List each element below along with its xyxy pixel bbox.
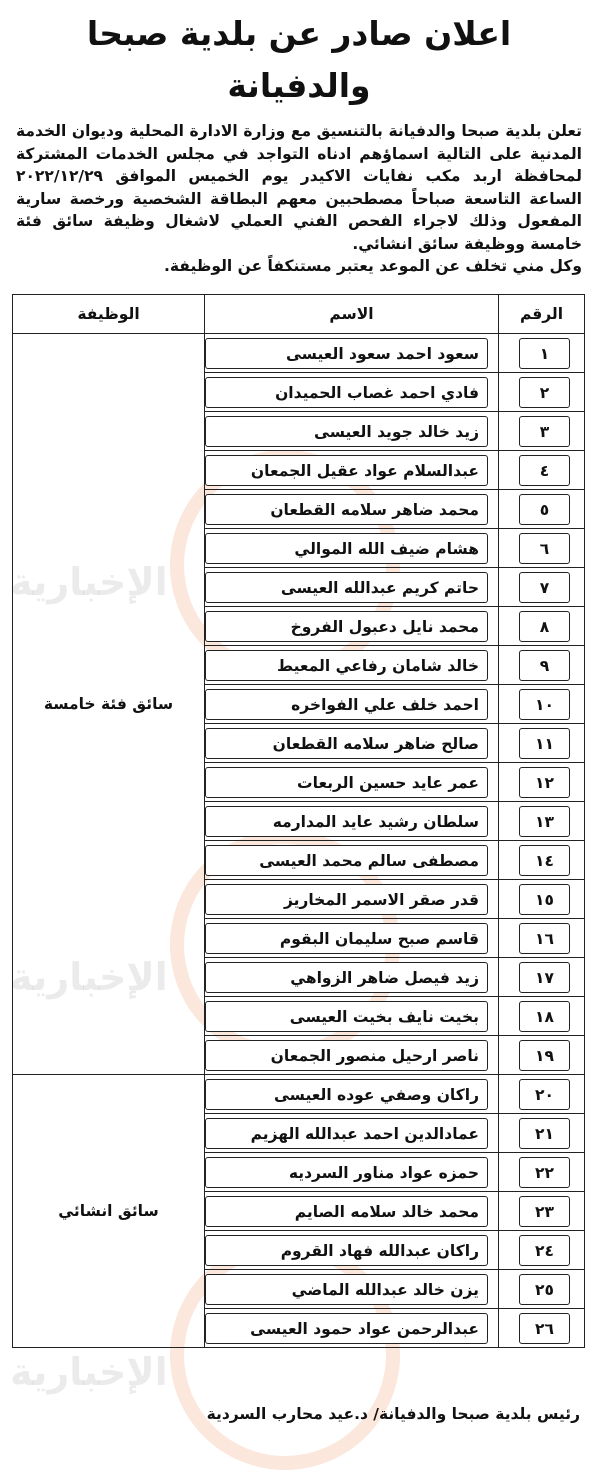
candidate-name: راكان وصفي عوده العيسى <box>205 1079 488 1110</box>
row-number-cell <box>499 997 585 1036</box>
row-name-cell <box>205 1036 499 1075</box>
row-number: ١٧ <box>519 962 570 993</box>
candidate-name: قاسم صبح سليمان البقوم <box>205 923 488 954</box>
candidate-name: يزن خالد عبدالله الماضي <box>205 1274 488 1305</box>
row-number-cell <box>499 919 585 958</box>
candidate-name: احمد خلف علي الفواخره <box>205 689 488 720</box>
row-name-cell <box>205 529 499 568</box>
row-number: ١٥ <box>519 884 570 915</box>
watermark-brand-text: الإخبارية <box>10 560 168 604</box>
candidate-name: قدر صقر الاسمر المخاريز <box>205 884 488 915</box>
row-number: ١٢ <box>519 767 570 798</box>
table-row <box>13 334 585 373</box>
candidate-name: بخيت نايف بخيت العيسى <box>205 1001 488 1032</box>
candidate-name: مصطفى سالم محمد العيسى <box>205 845 488 876</box>
row-number: ٦ <box>519 533 570 564</box>
row-number-cell <box>499 958 585 997</box>
header-job: الوظيفة <box>13 295 205 334</box>
row-name-cell <box>205 607 499 646</box>
candidate-name: عمادالدين احمد عبدالله الهزيم <box>205 1118 488 1149</box>
row-name-cell <box>205 568 499 607</box>
row-number: ١٨ <box>519 1001 570 1032</box>
table-row <box>13 1075 585 1114</box>
row-name-cell <box>205 958 499 997</box>
row-name-cell <box>205 451 499 490</box>
candidate-name: خالد شامان رفاعي المعيط <box>205 650 488 681</box>
row-number-cell <box>499 1114 585 1153</box>
row-number-cell <box>499 1231 585 1270</box>
row-name-cell <box>205 1192 499 1231</box>
row-number: ٩ <box>519 650 570 681</box>
row-number: ١٩ <box>519 1040 570 1071</box>
row-name-cell <box>205 685 499 724</box>
row-name-cell <box>205 802 499 841</box>
candidate-name: حمزه عواد مناور السرديه <box>205 1157 488 1188</box>
row-number: ٨ <box>519 611 570 642</box>
row-number-cell <box>499 451 585 490</box>
row-number-cell <box>499 334 585 373</box>
candidate-name: زيد فيصل ضاهر الزواهي <box>205 962 488 993</box>
row-number: ٢٦ <box>519 1313 570 1344</box>
table-body <box>13 334 585 1348</box>
candidate-name: عمر عايد حسين الربعات <box>205 767 488 798</box>
candidate-name: سلطان رشيد عايد المدارمه <box>205 806 488 837</box>
row-number-cell <box>499 1153 585 1192</box>
row-number: ٢٢ <box>519 1157 570 1188</box>
candidate-name: عبدالسلام عواد عقيل الجمعان <box>205 455 488 486</box>
job-title-cell: سائق انشائي <box>13 1075 205 1348</box>
row-name-cell <box>205 1153 499 1192</box>
candidate-name: حاتم كريم عبدالله العيسى <box>205 572 488 603</box>
row-name-cell <box>205 763 499 802</box>
notice-warning-text: وكل مني تخلف عن الموعد يعتبر مستنكفاً عن الوظيفة. <box>164 257 582 275</box>
row-name-cell <box>205 646 499 685</box>
row-number-cell <box>499 724 585 763</box>
row-name-cell <box>205 334 499 373</box>
row-number: ٢ <box>519 377 570 408</box>
row-number-cell <box>499 685 585 724</box>
row-number-cell <box>499 412 585 451</box>
row-name-cell <box>205 490 499 529</box>
row-number-cell <box>499 1192 585 1231</box>
row-number: ٢٤ <box>519 1235 570 1266</box>
row-number: ١ <box>519 338 570 369</box>
row-number: ٢٣ <box>519 1196 570 1227</box>
row-name-cell <box>205 1309 499 1348</box>
row-number: ٣ <box>519 416 570 447</box>
row-number-cell <box>499 529 585 568</box>
candidate-name: فادي احمد غصاب الحميدان <box>205 377 488 408</box>
candidate-name: صالح ضاهر سلامه القطعان <box>205 728 488 759</box>
row-number-cell <box>499 763 585 802</box>
row-number-cell <box>499 880 585 919</box>
row-number: ٢٥ <box>519 1274 570 1305</box>
row-name-cell <box>205 841 499 880</box>
row-number: ٢١ <box>519 1118 570 1149</box>
row-number-cell <box>499 490 585 529</box>
row-number: ١٠ <box>519 689 570 720</box>
row-name-cell <box>205 997 499 1036</box>
row-number: ٧ <box>519 572 570 603</box>
row-name-cell <box>205 1231 499 1270</box>
signature-line: رئيس بلدية صبحا والدفيانة/ د.عيد محارب السردية <box>206 1405 580 1423</box>
row-number: ١٣ <box>519 806 570 837</box>
row-name-cell <box>205 412 499 451</box>
candidate-name: محمد ضاهر سلامه القطعان <box>205 494 488 525</box>
notice-title: اعلان صادر عن بلدية صبحا والدفيانة <box>86 14 512 105</box>
row-number-cell <box>499 568 585 607</box>
row-name-cell <box>205 1114 499 1153</box>
row-name-cell <box>205 1075 499 1114</box>
candidate-name: ناصر ارحيل منصور الجمعان <box>205 1040 488 1071</box>
candidate-name: هشام ضيف الله الموالي <box>205 533 488 564</box>
header-number: الرقم <box>499 295 585 334</box>
job-title-cell: سائق فئة خامسة <box>13 334 205 1075</box>
row-number: ٤ <box>519 455 570 486</box>
watermark-brand-text: الإخبارية <box>10 1350 168 1394</box>
candidate-name: عبدالرحمن عواد حمود العيسى <box>205 1313 488 1344</box>
row-name-cell <box>205 724 499 763</box>
table-header-row <box>13 295 585 334</box>
candidates-table <box>12 294 585 1348</box>
row-number: ١١ <box>519 728 570 759</box>
row-name-cell <box>205 880 499 919</box>
candidate-name: سعود احمد سعود العيسى <box>205 338 488 369</box>
notice-body <box>16 120 582 278</box>
row-number-cell <box>499 646 585 685</box>
row-number-cell <box>499 373 585 412</box>
notice-body-text: تعلن بلدية صبحا والدفيانة بالتنسيق مع وزارة الادارة المحلية وديوان الخدمة المدنية على التالية اسماؤهم ادناه التواجد في مجلس الخدمات المشتركة لمحافظة اربد مكب نفايات الاكيدر يوم الخميس الموافق ٢٠٢٢/١٢/٢٩ الساعة التاسعة صباحاً مصطحبين معهم البطاقة الشخصية ورخصة سارية المفعول وذلك لاجراء الفحص الفني العملي لاشغال وظيفة سائق فئة خامسة ووظيفة سائق انشائي. <box>16 122 582 253</box>
row-number-cell <box>499 1309 585 1348</box>
row-number: ١٤ <box>519 845 570 876</box>
row-number-cell <box>499 1036 585 1075</box>
row-name-cell <box>205 1270 499 1309</box>
row-number-cell <box>499 802 585 841</box>
row-number-cell <box>499 607 585 646</box>
row-number: ١٦ <box>519 923 570 954</box>
row-name-cell <box>205 919 499 958</box>
watermark-brand-text: الإخبارية <box>10 955 168 999</box>
row-name-cell <box>205 373 499 412</box>
candidate-name: محمد خالد سلامه الصايم <box>205 1196 488 1227</box>
candidate-name: راكان عبدالله فهاد القروم <box>205 1235 488 1266</box>
candidate-name: زيد خالد جويد العيسى <box>205 416 488 447</box>
row-number-cell <box>499 841 585 880</box>
row-number-cell <box>499 1075 585 1114</box>
candidate-name: محمد نايل دعبول الفروخ <box>205 611 488 642</box>
row-number-cell <box>499 1270 585 1309</box>
row-number: ٢٠ <box>519 1079 570 1110</box>
row-number: ٥ <box>519 494 570 525</box>
header-name: الاسم <box>205 295 499 334</box>
